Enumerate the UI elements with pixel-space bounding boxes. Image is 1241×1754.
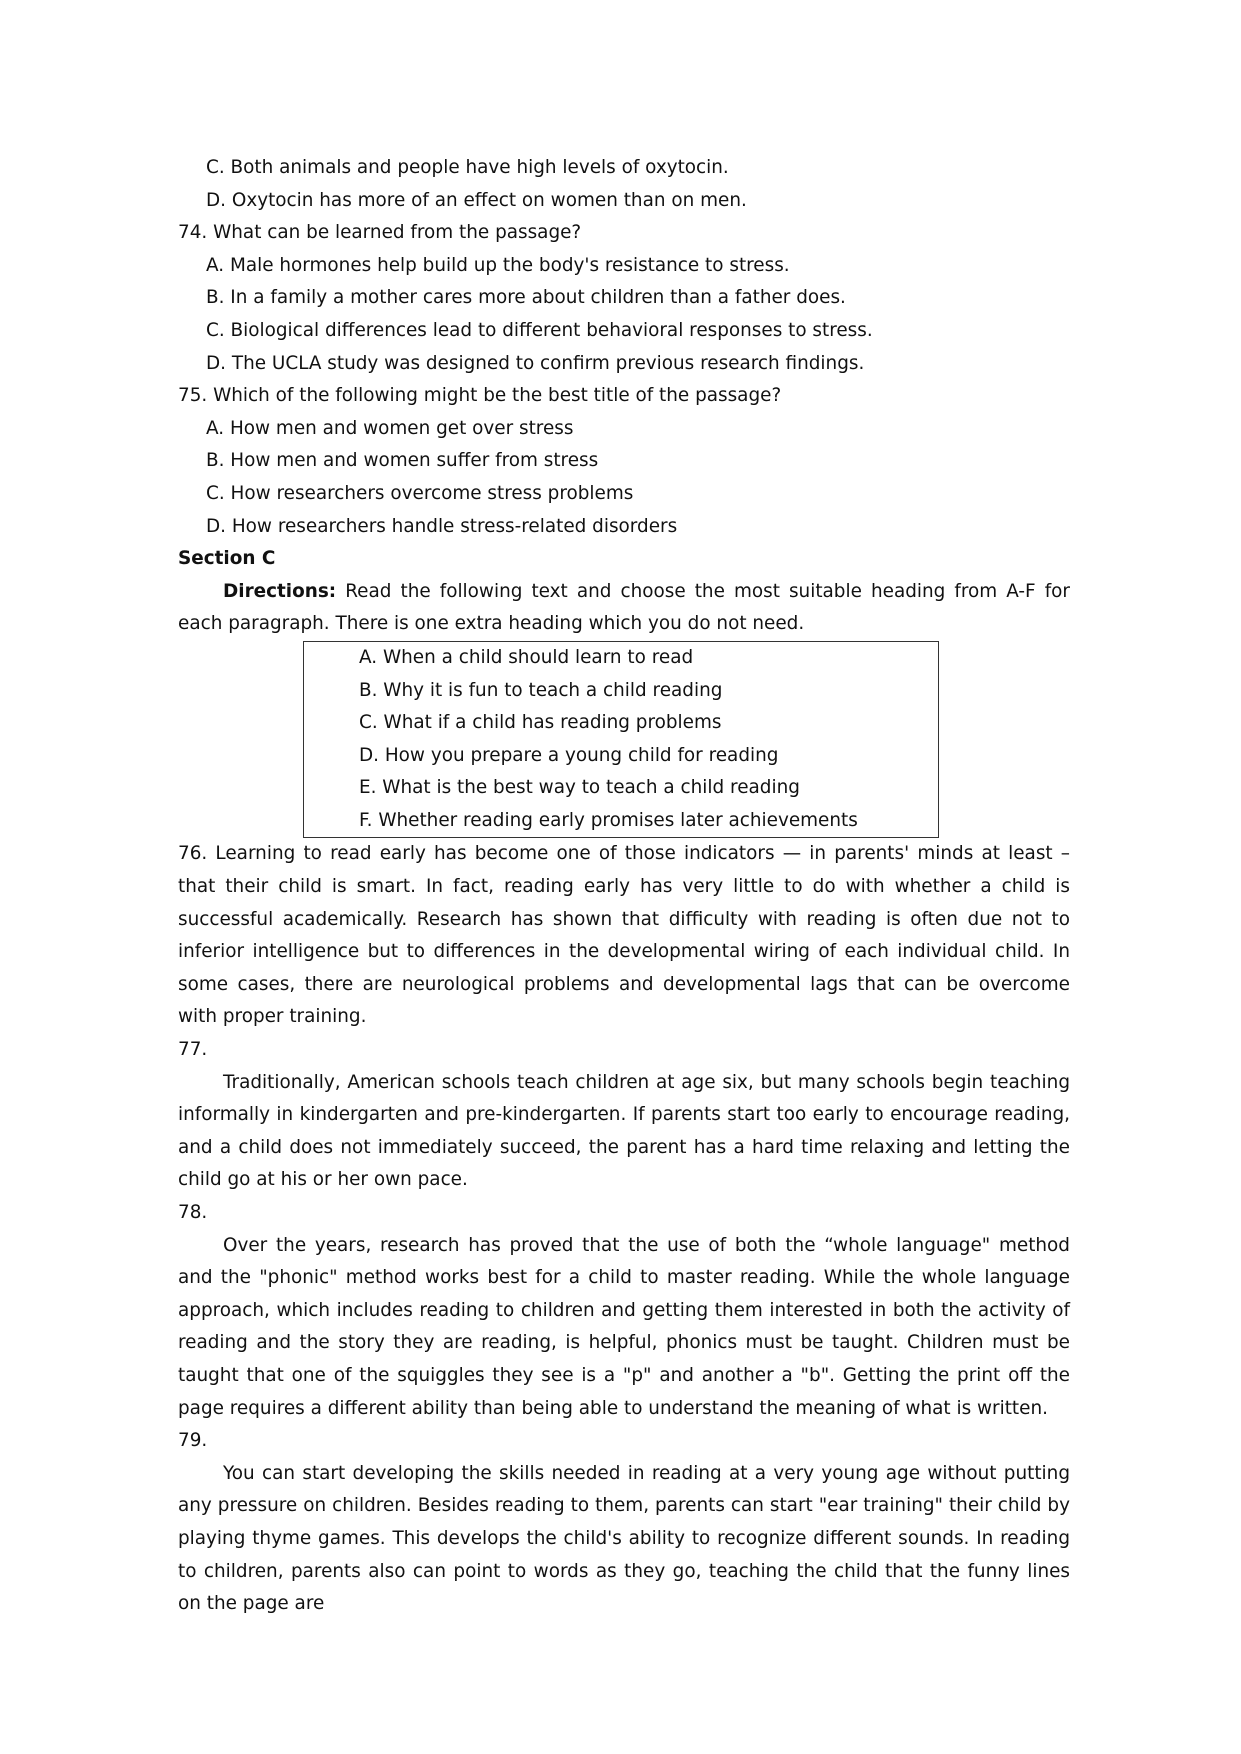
headings-box — [303, 641, 939, 839]
q75-option-d: D. How researchers handle stress-related disorders — [206, 515, 678, 537]
directions-label: Directions: — [223, 580, 337, 602]
q75-option-c: C. How researchers overcome stress problems — [206, 482, 634, 504]
section-c-directions — [178, 576, 1070, 641]
paragraph-77: Traditionally, American schools teach children at age six, but many schools begin teaching informally in kindergarten and pre-kindergarten. If parents start too early to encourage reading, and a child does not immediately succeed, the parent has a hard time relaxing and letting the child go at his or her own pace. — [178, 1071, 1070, 1191]
question-number-77: 77. — [178, 1039, 208, 1061]
heading-option-c: C. What if a child has reading problems — [359, 712, 722, 734]
question-number-78: 78. — [178, 1202, 208, 1223]
directions-text: Read the following text and choose the most suitable heading from A-F for each paragraph. There is one extra heading which you do not need. — [178, 580, 1070, 635]
paragraph-78: Over the years, research has proved that the use of both the “whole language" method and the "phonic" method works best for a child to master reading. While the whole language approach, which includes reading to children and getting them interested in both the activity of reading and the story they are reading, is helpful, phonics must be taught. Children must be taught that one of the squiggles they see is a "p" and another a "b". Getting the print off the page requires a different ability than being able to understand the meaning of what is written. — [178, 1234, 1070, 1419]
heading-option-b: B. Why it is fun to teach a child reading — [359, 679, 723, 701]
section-c-title: Section C — [178, 548, 276, 570]
heading-option-e: E. What is the best way to teach a child reading — [359, 777, 800, 799]
q75-question: 75. Which of the following might be the best title of the passage? — [178, 385, 782, 407]
q75-option-a: A. How men and women get over stress — [206, 417, 574, 439]
heading-option-d: D. How you prepare a young child for reading — [359, 744, 779, 766]
q73-option-d: D. Oxytocin has more of an effect on women than on men. — [206, 189, 747, 211]
heading-option-a: A. When a child should learn to read — [359, 646, 694, 668]
q74-option-d: D. The UCLA study was designed to confirm previous research findings. — [206, 352, 865, 374]
paragraph-76: 76. Learning to read early has become one of those indicators — in parents' minds at least – that their child is smart. In fact, reading early has very little to do with whether a child is successful academically. Research has shown that difficulty with reading is often due not to inferior intelligence but to differences in the developmental wiring of each individual child. In some cases, there are neurological problems and developmental lags that can be overcome with proper training. — [178, 843, 1070, 1028]
paragraph-79: You can start developing the skills needed in reading at a very young age without putting any pressure on children. Besides reading to them, parents can start "ear training" their child by playing thyme games. This develops the child's ability to recognize different sounds. In reading to children, parents also can point to words as they go, teaching the child that the funny lines on the page are — [178, 1462, 1070, 1615]
q74-option-a: A. Male hormones help build up the body's resistance to stress. — [206, 254, 790, 276]
q74-option-b: B. In a family a mother cares more about children than a father does. — [206, 287, 846, 309]
q73-option-c: C. Both animals and people have high levels of oxytocin. — [206, 157, 729, 178]
page-content — [178, 152, 1070, 1621]
q75-option-b: B. How men and women suffer from stress — [206, 450, 599, 472]
question-number-79: 79. — [178, 1430, 208, 1452]
q74-option-c: C. Biological differences lead to different behavioral responses to stress. — [206, 319, 873, 341]
heading-option-f: F. Whether reading early promises later achievements — [359, 809, 858, 831]
q74-question: 74. What can be learned from the passage? — [178, 222, 582, 244]
